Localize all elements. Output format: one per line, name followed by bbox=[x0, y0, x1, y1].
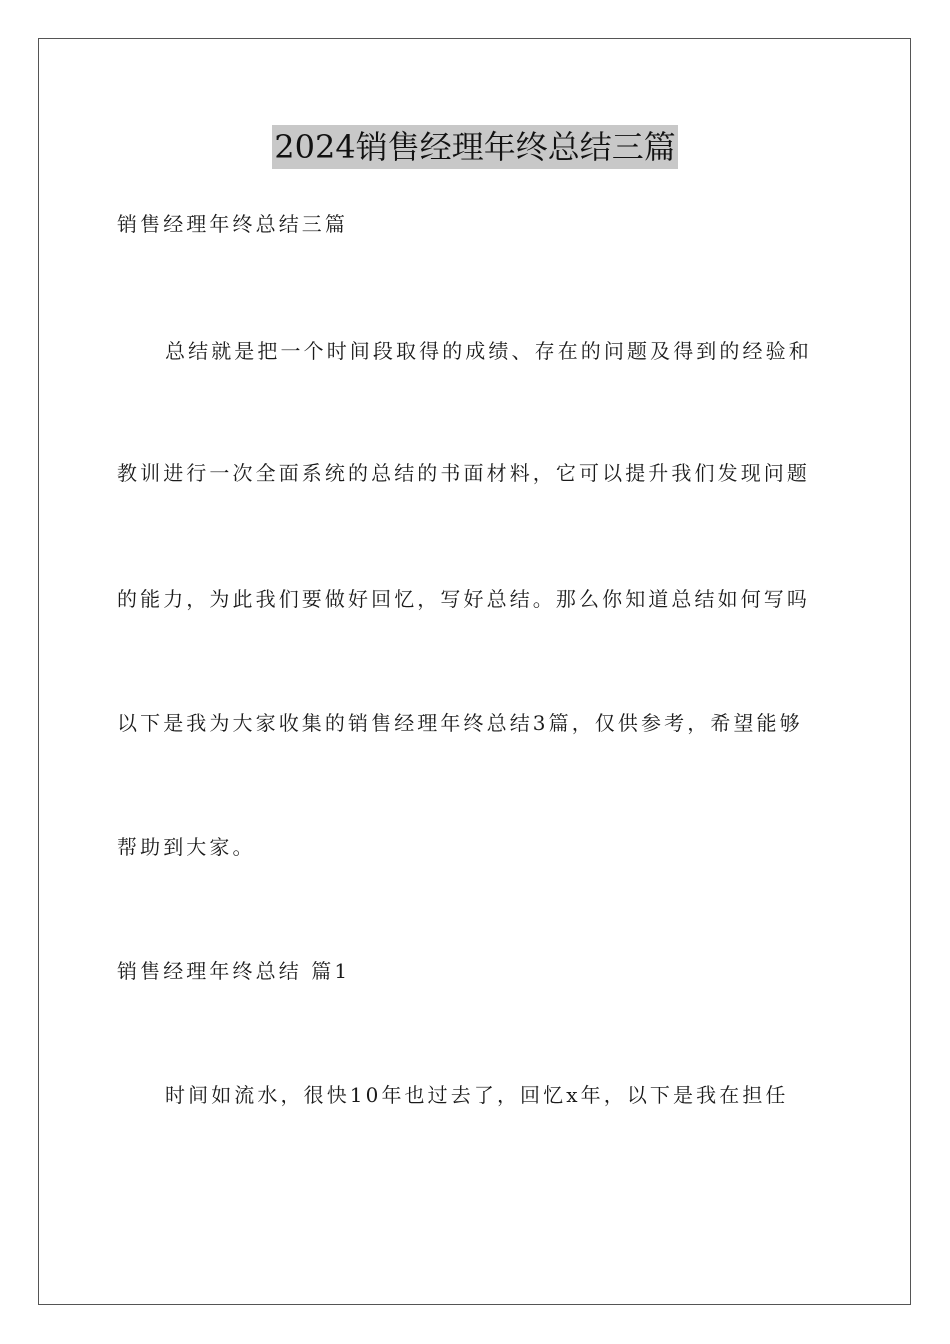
section-heading: 销售经理年终总结 篇1 bbox=[117, 959, 351, 983]
document-subtitle: 销售经理年终总结三篇 bbox=[117, 212, 348, 236]
paragraph-line: 以下是我为大家收集的销售经理年终总结3篇，仅供参考，希望能够 bbox=[117, 711, 803, 735]
paragraph-line: 总结就是把一个时间段取得的成绩、存在的问题及得到的经验和 bbox=[165, 339, 812, 363]
title-container bbox=[0, 125, 950, 169]
document-title: 2024销售经理年终总结三篇 bbox=[272, 125, 677, 169]
paragraph-line: 的能力，为此我们要做好回忆，写好总结。那么你知道总结如何写吗 bbox=[117, 587, 810, 611]
paragraph-line: 时间如流水，很快10年也过去了，回忆x年，以下是我在担任 bbox=[165, 1083, 789, 1107]
paragraph-line: 教训进行一次全面系统的总结的书面材料，它可以提升我们发现问题 bbox=[117, 461, 810, 485]
paragraph-line: 帮助到大家。 bbox=[117, 835, 256, 859]
